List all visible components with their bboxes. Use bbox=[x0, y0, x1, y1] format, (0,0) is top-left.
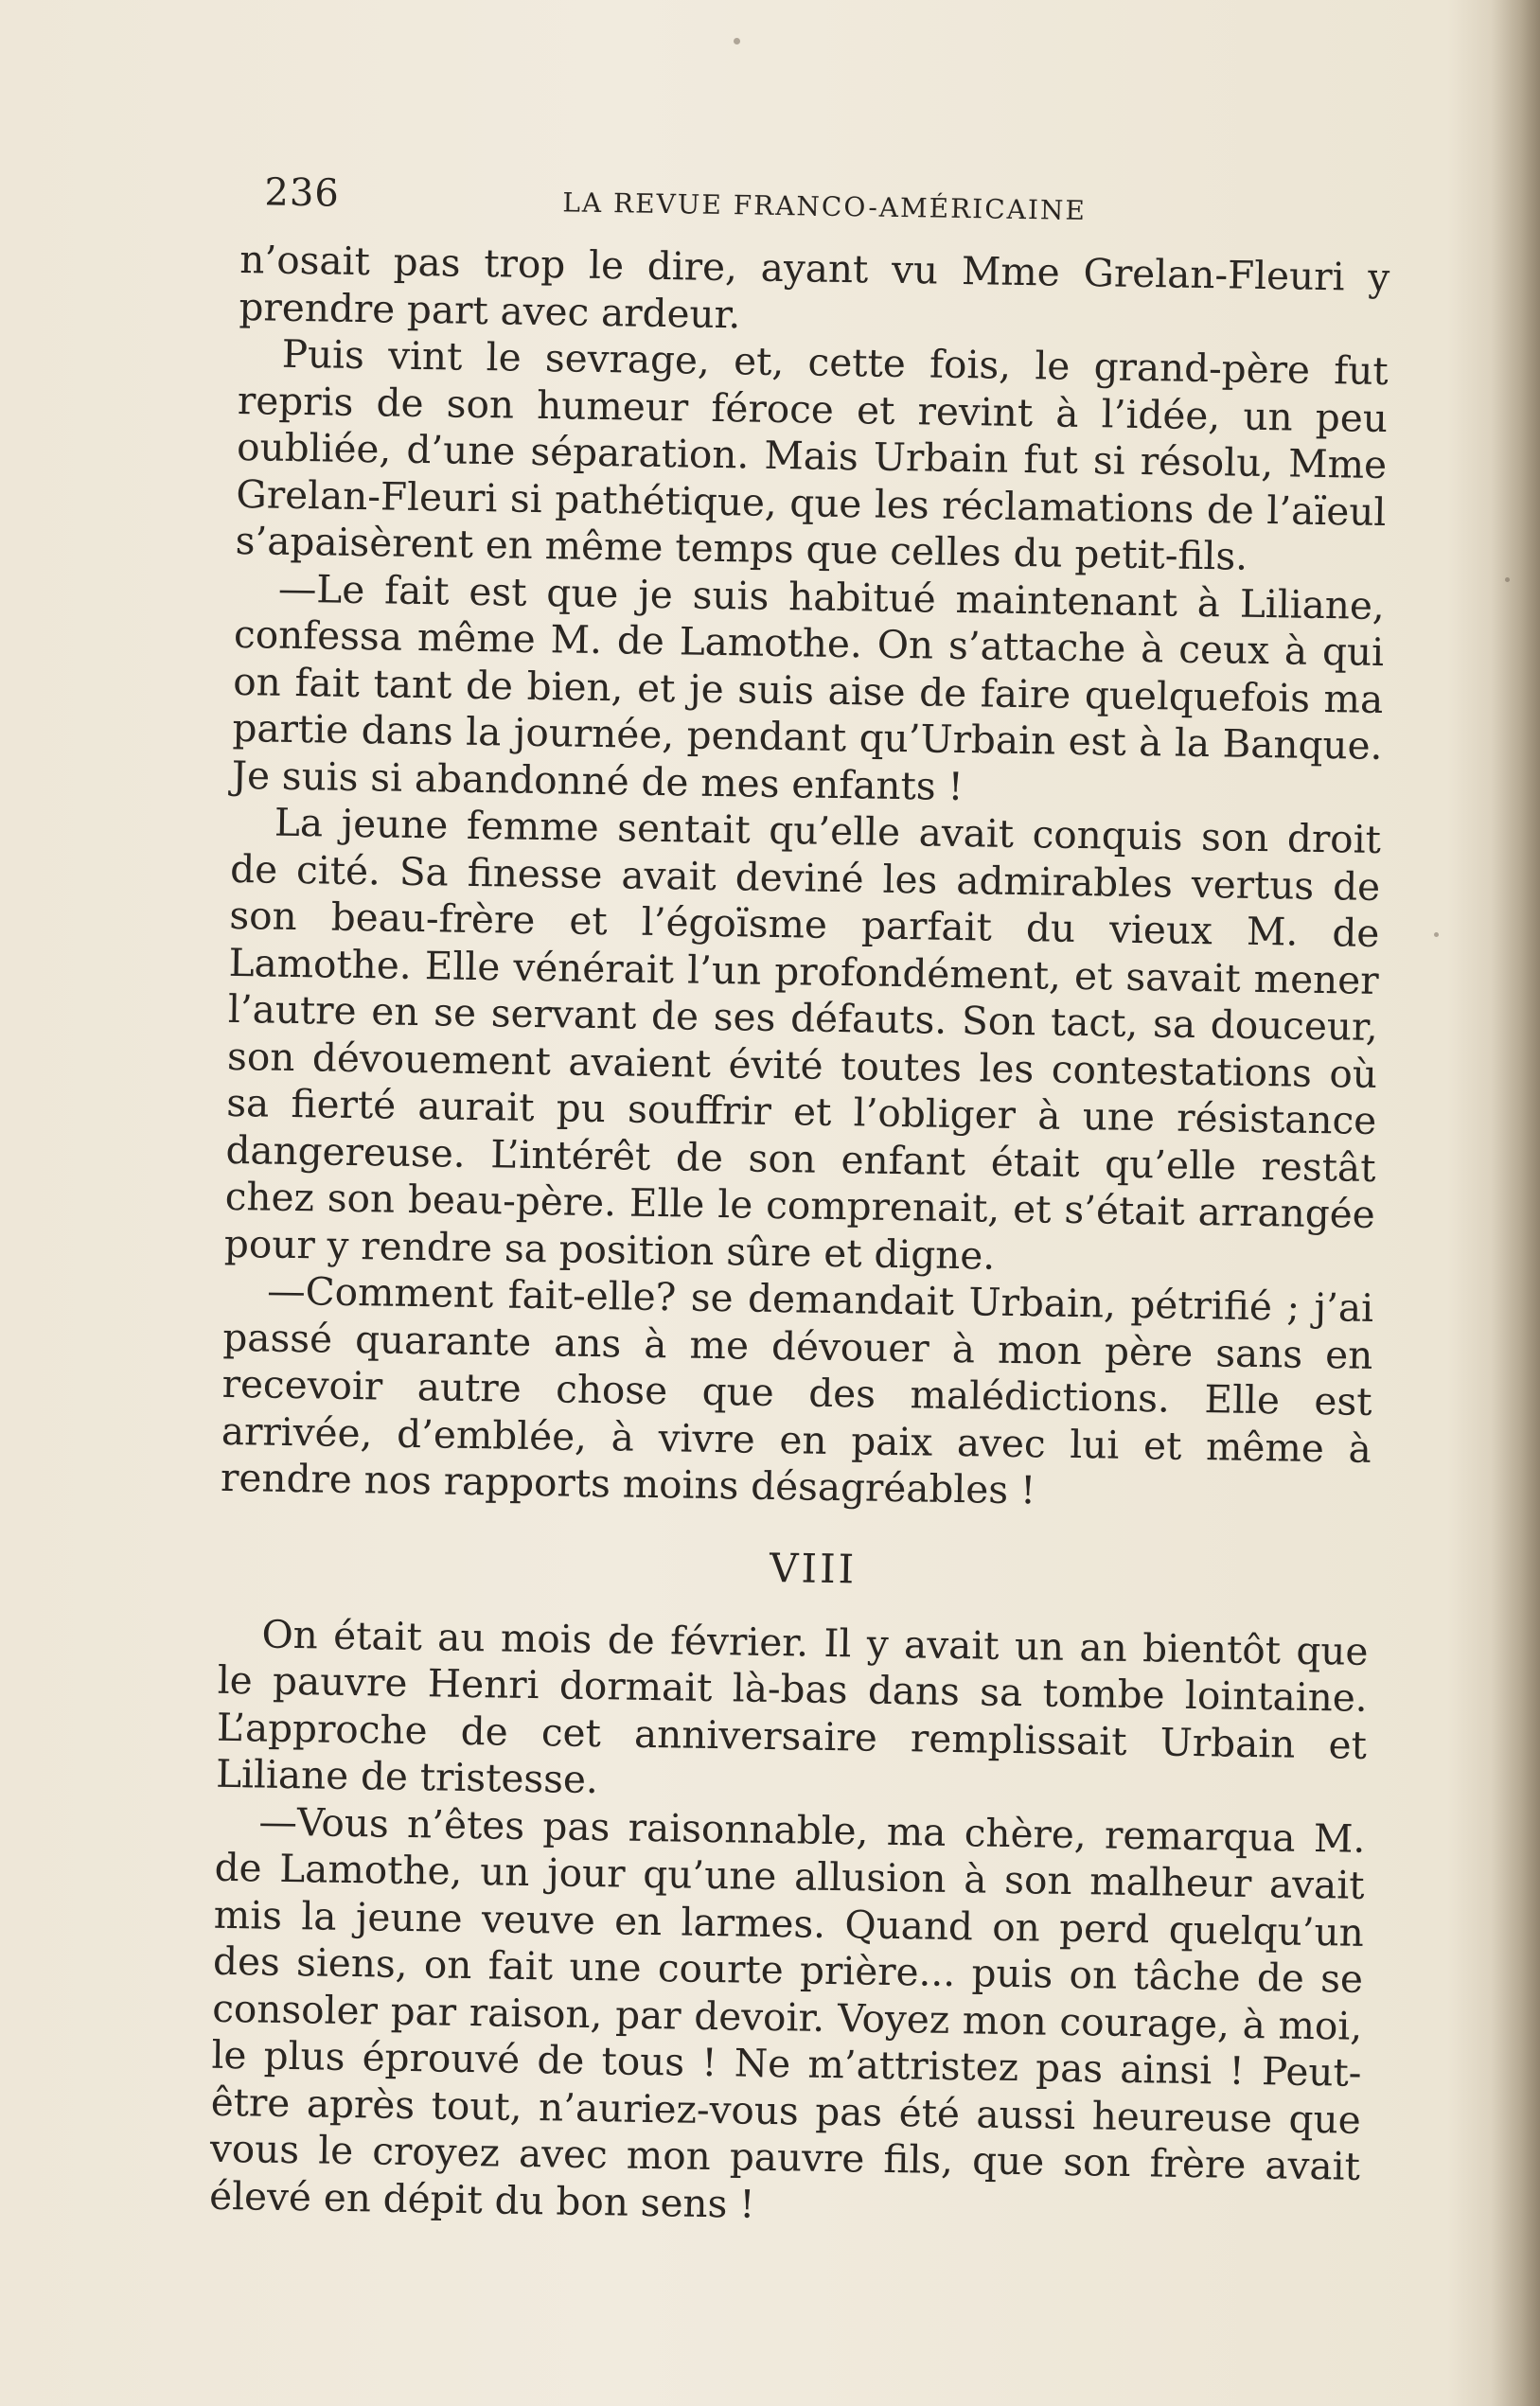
paragraph: —Le fait est que je suis habitué maintenant à Liliane, confessa même M. de Lamothe. On s’attache à ceux à qui on fait tant de bien, et je suis aise de faire quelquefois ma partie dans la journée, pendant qu’Urbain est à la Banque. Je suis si abandonné de mes enfants ! bbox=[231, 565, 1386, 809]
ink-speck bbox=[1434, 932, 1439, 937]
section-heading: VIII bbox=[769, 1544, 858, 1592]
paragraph: —Comment fait-elle? se demandait Urbain, pétrifié ; j’ai passé quarante ans à me dévouer à mon père sans en recevoir autre chose que des malédictions. Elle est arrivée, d’emblée, à vivre en paix avec lui et même à rendre nos rapports moins désagréables ! bbox=[220, 1267, 1374, 1513]
paragraph: Puis vint le sevrage, et, cette fois, le grand-père fut repris de son humeur féroce et revint à l’idée, un peu oubliée, d’une séparation. Mais Urbain fut si résolu, Mme Grelan-Fleuri si pathétique, que les réclamations de l’aïeul s’apaisèrent en même temps que celles du petit-fils. bbox=[235, 330, 1390, 579]
ink-speck bbox=[734, 38, 740, 44]
page-gutter-shadow bbox=[1491, 0, 1540, 2406]
page-number: 236 bbox=[264, 170, 341, 216]
paragraph: La jeune femme sentait qu’elle avait conquis son droit de cité. Sa finesse avait deviné les admirables vertus de son beau-frère et l’égoïsme parfait du vieux M. de Lamothe. Elle vénérait l’un profondément, et savait mener l’autre en se servant de ses défauts. Son tact, sa douceur, son dévouement avaient évité toutes les contestations où sa fierté aurait pu souffrir et l’obliger à une résistance dangereuse. L’intérêt de son enfant était qu’elle restât chez son beau-père. Elle le comprenait, et s’était arrangée pour y rendre sa position sûre et digne. bbox=[223, 799, 1382, 1279]
ink-speck bbox=[1505, 577, 1510, 582]
running-title: LA REVUE FRANCO-AMÉRICAINE bbox=[562, 186, 1088, 227]
paragraph: On était au mois de février. Il y avait un an bientôt que le pauvre Henri dormait là-bas dans sa tombe lointaine. L’approche de cet anniversaire remplissait Urbain et Liliane de tristesse. bbox=[215, 1611, 1369, 1803]
paragraph: n’osait pas trop le dire, ayant vu Mme Grelan-Fleuri y prendre part avec ardeur. bbox=[239, 236, 1390, 337]
text-block bbox=[209, 161, 1391, 2238]
paragraph: —Vous n’êtes pas raisonnable, ma chère, remarqua M. de Lamothe, un jour qu’une allusion à son malheur avait mis la jeune veuve en larmes. Quand on perd quelqu’un des siens, on fait une courte prière... puis on tâche de se consoler par raison, par devoir. Voyez mon courage, à moi, le plus éprouvé de tous ! Ne m’attristez pas ainsi ! Peut-être après tout, n’auriez-vous pas été aussi heureuse que vous le croyez avec mon pauvre fils, que son frère avait élevé en dépit du bon sens ! bbox=[208, 1798, 1366, 2227]
